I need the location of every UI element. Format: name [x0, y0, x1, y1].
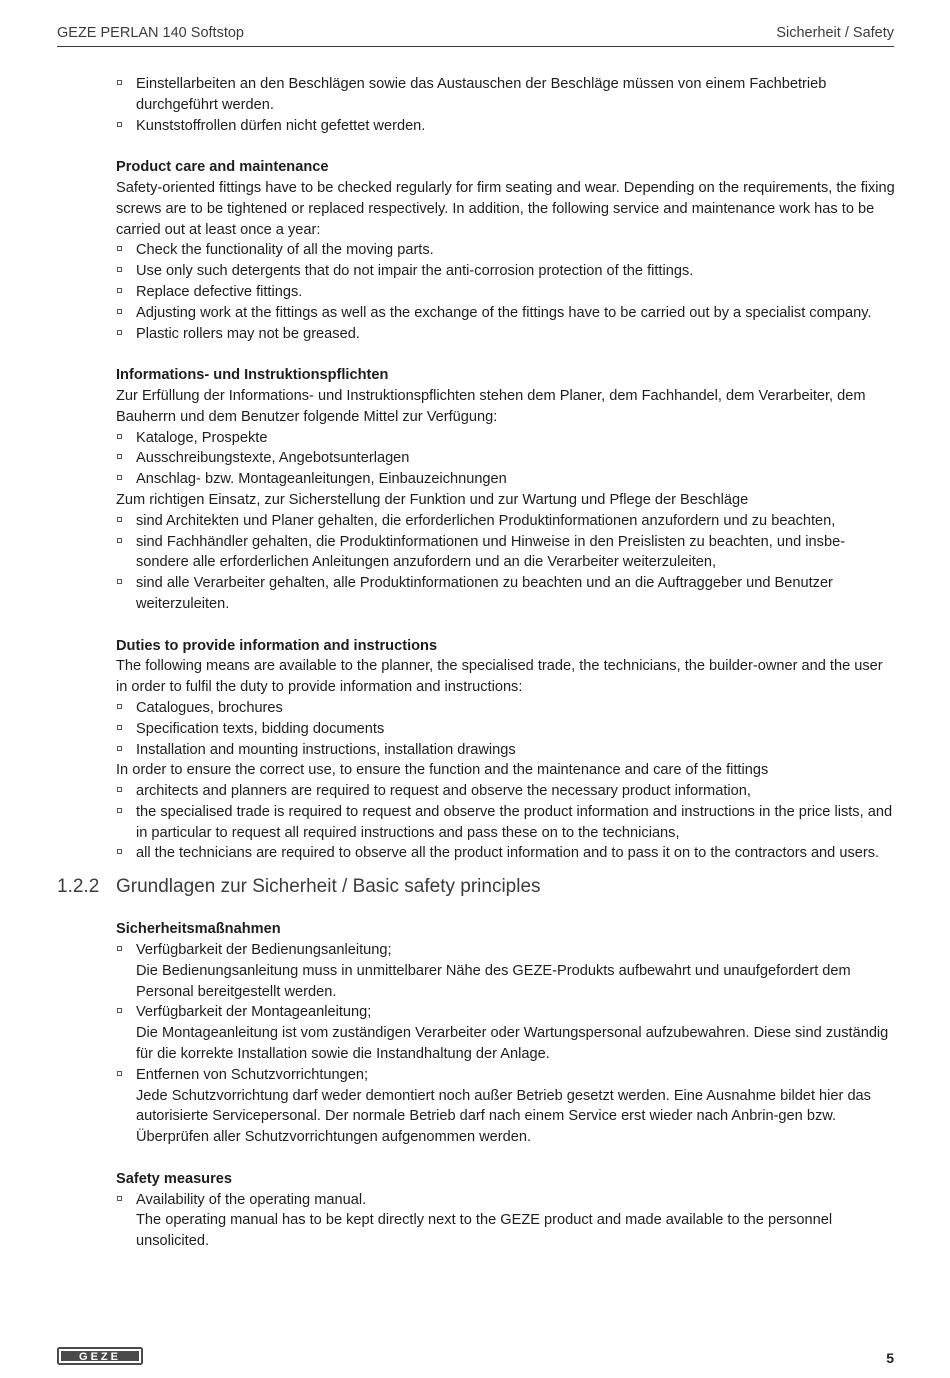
list-item [116, 1065, 896, 1148]
geze-logo [57, 1347, 143, 1365]
list-item-body: Jede Schutzvorrichtung darf weder demontiert noch außer Betrieb gesetzt werden. Eine Ausnahme bildet hier das autorisierte Servicepersonal. Der normale Betrieb darf nach einem Service erst wieder nach Anbrin-gen bzw. Überprüfen aller Schutzvorrichtungen aufgenommen werden. [136, 1087, 871, 1146]
list-item [116, 1002, 896, 1064]
paragraph-product-care: Safety-oriented fittings have to be checked regularly for firm seating and wear. Depending on the requirements, the fixing screws are to be tightened or replaced respectively. In addition, the following service and maintenance work has to be carried out at least once a year: [116, 179, 895, 238]
list-item: the specialised trade is required to request and observe the product information and instructions in the price lists, and in particular to request all required instructions and pass these on to the technicians, [116, 802, 896, 844]
list-item: sind Fachhändler gehalten, die Produktinformationen und Hinweise in den Preislisten zu beachten, und insbe-sondere alle erforderlichen Anleitungen anzufordern und an die Verarbeiter weiterzuleiten, [116, 532, 896, 574]
heading-duties: Duties to provide information and instructions [116, 637, 438, 654]
paragraph-informationspflichten: Zur Erfüllung der Informations- und Instruktionspflichten stehen dem Planer, dem Fachhandel, dem Verarbeiter, dem Bauherrn und dem Benutzer folgende Mittel zur Verfügung: [116, 387, 866, 425]
list-item [116, 1190, 896, 1252]
paragraph-duties: The following means are available to the planner, the specialised trade, the technicians, the builder-owner and the user in order to fulfil the duty to provide information and instructions: [116, 658, 883, 696]
bullet-list-product-care [116, 240, 896, 344]
section-number: 1.2.2 [57, 876, 100, 898]
list-item: Use only such detergents that do not impair the anti-corrosion protection of the fittings. [116, 261, 896, 282]
list-item-title: Availability of the operating manual. [136, 1191, 367, 1208]
list-item: Catalogues, brochures [116, 698, 896, 719]
list-item: Kunststoffrollen dürfen nicht gefettet werden. [116, 116, 896, 137]
list-item: Replace defective fittings. [116, 282, 896, 303]
page-header [57, 24, 894, 47]
header-product-name: GEZE PERLAN 140 Softstop [57, 25, 244, 41]
list-item-title: Verfügbarkeit der Bedienungsanleitung; [136, 942, 392, 959]
list-item-title: Verfügbarkeit der Montageanleitung; [136, 1004, 372, 1021]
bullet-list-mittel [116, 428, 896, 490]
list-item-title: Entfernen von Schutzvorrichtungen; [136, 1066, 369, 1083]
heading-product-care: Product care and maintenance [116, 159, 329, 176]
list-item: Specification texts, bidding documents [116, 719, 896, 740]
section-title: Grundlagen zur Sicherheit / Basic safety principles [116, 876, 541, 898]
list-item: Adjusting work at the fittings as well as the exchange of the fittings have to be carried out by a specialist company. [116, 303, 896, 324]
list-item-body: Die Bedienungsanleitung muss in unmittelbarer Nähe des GEZE-Produkts aufbewahrt und unaufgefordert dem Personal bereitgestellt werden. [136, 962, 851, 1000]
list-item: Einstellarbeiten an den Beschlägen sowie das Austauschen der Beschläge müssen von einem Fachbetrieb durchgeführt werden. [116, 74, 896, 116]
list-item [116, 940, 896, 1002]
list-item: Anschlag- bzw. Montageanleitungen, Einbauzeichnungen [116, 469, 896, 490]
list-item: sind alle Verarbeiter gehalten, alle Produktinformationen zu beachten und an die Auftraggeber und Benutzer weiterzuleiten. [116, 573, 896, 615]
header-section-name: Sicherheit / Safety [776, 25, 894, 41]
bullet-list-requirements [116, 781, 896, 864]
bullet-list-sicherheitsmassnahmen [116, 940, 896, 1148]
paragraph-einsatz: Zum richtigen Einsatz, zur Sicherstellung der Funktion und zur Wartung und Pflege der Beschläge [116, 491, 749, 508]
bullet-list-pflichten [116, 511, 896, 615]
list-item: all the technicians are required to observe all the product information and to pass it on to the contractors and users. [116, 843, 896, 864]
section-heading [57, 874, 896, 900]
bullet-list-fittings-de [116, 74, 896, 136]
heading-safety-measures: Safety measures [116, 1170, 233, 1187]
logo-text: GEZE [79, 1351, 121, 1363]
list-item: sind Architekten und Planer gehalten, die erforderlichen Produktinformationen anzufordern und zu beachten, [116, 511, 896, 532]
list-item-body: The operating manual has to be kept directly next to the GEZE product and made available to the personnel unsolicited. [136, 1212, 833, 1250]
list-item: architects and planners are required to request and observe the necessary product information, [116, 781, 896, 802]
list-item: Check the functionality of all the moving parts. [116, 240, 896, 261]
list-item: Installation and mounting instructions, installation drawings [116, 740, 896, 761]
heading-sicherheitsmassnahmen: Sicherheitsmaßnahmen [116, 921, 281, 938]
list-item: Ausschreibungstexte, Angebotsunterlagen [116, 448, 896, 469]
list-item: Plastic rollers may not be greased. [116, 324, 896, 345]
list-item: Kataloge, Prospekte [116, 428, 896, 449]
paragraph-correct-use: In order to ensure the correct use, to ensure the function and the maintenance and care of the fittings [116, 762, 769, 779]
page-number: 5 [886, 1350, 894, 1366]
heading-informationspflichten: Informations- und Instruktionspflichten [116, 367, 389, 384]
list-item-body: Die Montageanleitung ist vom zuständigen Verarbeiter oder Wartungspersonal aufzubewahren. Diese sind zuständig für die korrekte Installation sowie die Instandhaltung der Anlage. [136, 1025, 889, 1063]
document-body [57, 74, 896, 1252]
bullet-list-safety-measures [116, 1190, 896, 1252]
bullet-list-means [116, 698, 896, 760]
